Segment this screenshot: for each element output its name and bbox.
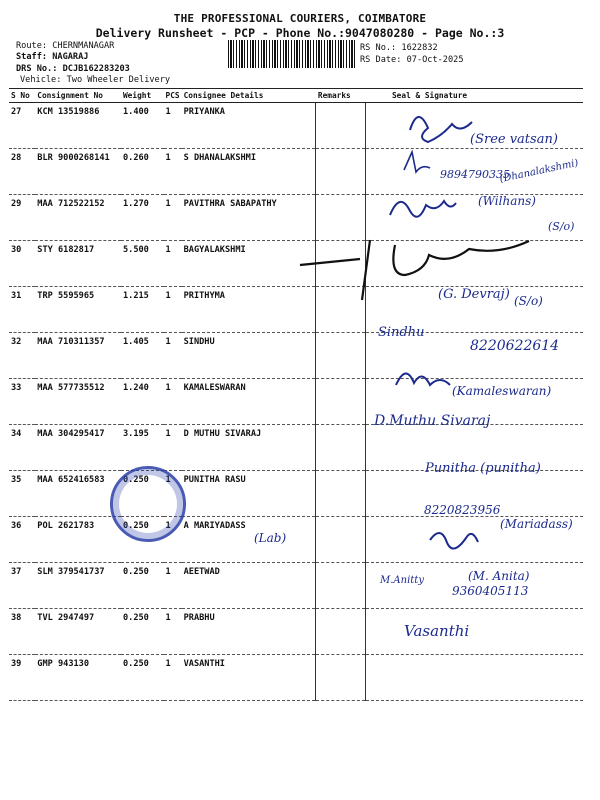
hw-r29b: (S/o): [548, 220, 575, 233]
col-sno: S No: [9, 89, 35, 103]
row-pcs: 1: [164, 149, 182, 195]
route-line: [16, 41, 114, 51]
row-weight: 0.260: [121, 149, 164, 195]
table-row: [9, 563, 583, 609]
hw-r31b: (S/o): [514, 294, 543, 308]
table-row: [9, 103, 583, 149]
row-remarks: [316, 655, 366, 701]
row-remarks: [316, 609, 366, 655]
row-consignment-no: MAA 712522152: [35, 195, 121, 241]
col-consignee: Consignee Details: [182, 89, 316, 103]
rs-date-value: 07-Oct-2025: [406, 55, 464, 65]
row-consignment-no: STY 6182817: [35, 241, 121, 287]
runsheet-table: [9, 88, 583, 701]
row-weight: 0.250: [121, 563, 164, 609]
row-weight: 0.250: [121, 517, 164, 563]
hw-r37: (Lab): [254, 531, 287, 545]
row-consignment-no: TRP 5595965: [35, 287, 121, 333]
route-label: Route:: [16, 41, 48, 51]
drs-value: DCJB162283203: [62, 64, 130, 74]
row-consignee: PRITHYMA: [182, 287, 316, 333]
row-weight: 0.250: [121, 609, 164, 655]
row-remarks: [316, 379, 366, 425]
row-consignee: PRABHU: [182, 609, 316, 655]
row-remarks: [316, 425, 366, 471]
row-consignee: VASANTHI: [182, 655, 316, 701]
row-weight: 1.400: [121, 103, 164, 149]
hw-r28-phone: 9894790335: [440, 168, 510, 181]
table-row: [9, 333, 583, 379]
row-weight: 1.215: [121, 287, 164, 333]
row-consignee: S DHANALAKSHMI: [182, 149, 316, 195]
table-row: [9, 609, 583, 655]
row-consignee: A MARIYADASS: [182, 517, 316, 563]
row-remarks: [316, 103, 366, 149]
row-weight: 3.195: [121, 425, 164, 471]
row-consignee: PUNITHA RASU: [182, 471, 316, 517]
row-signature: [366, 195, 583, 241]
row-consignment-no: KCM 13519886: [35, 103, 121, 149]
row-consignment-no: MAA 304295417: [35, 425, 121, 471]
row-sno: 32: [9, 333, 35, 379]
hw-r31: (G. Devraj): [438, 287, 510, 302]
row-consignee: PAVITHRA SABAPATHY: [182, 195, 316, 241]
row-sno: 35: [9, 471, 35, 517]
row-pcs: 1: [164, 379, 182, 425]
rs-no-value: 1622832: [401, 43, 438, 53]
row-pcs: 1: [164, 103, 182, 149]
row-remarks: [316, 287, 366, 333]
row-consignment-no: MAA 710311357: [35, 333, 121, 379]
row-pcs: 1: [164, 609, 182, 655]
row-sno: 27: [9, 103, 35, 149]
row-sno: 37: [9, 563, 35, 609]
row-consignee: KAMALESWARAN: [182, 379, 316, 425]
hw-r32a: Sindhu: [378, 325, 425, 340]
row-signature: [366, 517, 583, 563]
staff-line: [16, 52, 88, 62]
hw-r38b: (M. Anita): [468, 569, 530, 583]
table-row: [9, 655, 583, 701]
staff-label: Staff:: [16, 52, 48, 62]
row-weight: 0.250: [121, 471, 164, 517]
row-signature: [366, 333, 583, 379]
row-signature: [366, 609, 583, 655]
route-value: CHERNMANAGAR: [52, 41, 115, 51]
table-row: [9, 471, 583, 517]
col-signature: Seal & Signature: [366, 89, 583, 103]
row-signature: [366, 655, 583, 701]
row-sno: 30: [9, 241, 35, 287]
row-consignee: D MUTHU SIVARAJ: [182, 425, 316, 471]
row-consignment-no: MAA 577735512: [35, 379, 121, 425]
vehicle-line: [20, 75, 170, 85]
row-sno: 34: [9, 425, 35, 471]
row-remarks: [316, 195, 366, 241]
barcode: [228, 40, 356, 68]
staff-value: NAGARAJ: [52, 52, 89, 62]
row-sno: 29: [9, 195, 35, 241]
row-weight: 0.250: [121, 655, 164, 701]
runsheet-title: Delivery Runsheet - PCP - Phone No.:9047080280 - Page No.:3: [95, 26, 505, 40]
rs-no-line: [360, 43, 438, 53]
row-weight: 1.240: [121, 379, 164, 425]
row-pcs: 1: [164, 333, 182, 379]
row-remarks: [316, 149, 366, 195]
table-row: [9, 379, 583, 425]
row-pcs: 1: [164, 655, 182, 701]
hw-r35: Punitha (punitha): [425, 461, 541, 476]
company-name: THE PROFESSIONAL COURIERS, COIMBATORE: [173, 12, 427, 25]
row-signature: [366, 149, 583, 195]
rs-no-label: RS No.:: [360, 43, 397, 53]
table-body: [9, 103, 583, 701]
col-weight: Weight: [121, 89, 164, 103]
row-remarks: [316, 471, 366, 517]
row-signature: [366, 103, 583, 149]
row-remarks: [316, 241, 366, 287]
hw-r33: (Kamaleswaran): [452, 384, 552, 398]
col-pcs: PCS: [164, 89, 182, 103]
row-consignment-no: GMP 943130: [35, 655, 121, 701]
row-pcs: 1: [164, 195, 182, 241]
rs-date-line: [360, 55, 464, 65]
row-sno: 36: [9, 517, 35, 563]
row-pcs: 1: [164, 425, 182, 471]
row-consignee: SINDHU: [182, 333, 316, 379]
row-sno: 39: [9, 655, 35, 701]
row-signature: [366, 241, 583, 287]
row-pcs: 1: [164, 471, 182, 517]
row-consignment-no: SLM 379541737: [35, 563, 121, 609]
row-sno: 33: [9, 379, 35, 425]
row-consignment-no: MAA 652416583: [35, 471, 121, 517]
hw-r27: (Sree vatsan): [470, 132, 558, 147]
row-sno: 38: [9, 609, 35, 655]
row-consignment-no: POL 2621783: [35, 517, 121, 563]
row-consignment-no: BLR 9000268141: [35, 149, 121, 195]
table-header-row: [9, 89, 583, 103]
row-pcs: 1: [164, 563, 182, 609]
hw-r38c: 9360405113: [452, 584, 529, 598]
rs-date-label: RS Date:: [360, 55, 402, 65]
col-consignment: Consignment No: [35, 89, 121, 103]
row-signature: [366, 287, 583, 333]
row-weight: 1.405: [121, 333, 164, 379]
row-remarks: [316, 333, 366, 379]
hw-r36-phone: 8220823956: [424, 503, 501, 517]
row-pcs: 1: [164, 241, 182, 287]
hw-r32b: 8220622614: [470, 338, 560, 354]
hw-r28-name: (Dhanalakshmi): [498, 157, 580, 186]
row-sno: 31: [9, 287, 35, 333]
drs-line: [16, 64, 130, 74]
row-weight: 1.270: [121, 195, 164, 241]
row-signature: [366, 471, 583, 517]
hw-r34: D.Muthu Sivaraj: [374, 413, 491, 429]
hw-r38a: M.Anitty: [380, 575, 424, 586]
vehicle-label: Vehicle:: [20, 75, 62, 85]
row-consignee: PRIYANKA: [182, 103, 316, 149]
table-row: [9, 517, 583, 563]
table-row: [9, 149, 583, 195]
vehicle-value: Two Wheeler Delivery: [66, 75, 171, 85]
row-pcs: 1: [164, 517, 182, 563]
drs-label: DRS No.:: [16, 64, 58, 74]
row-sno: 28: [9, 149, 35, 195]
company-seal: [110, 466, 186, 542]
table-row: [9, 195, 583, 241]
row-signature: [366, 563, 583, 609]
row-pcs: 1: [164, 287, 182, 333]
table-row: [9, 425, 583, 471]
hw-r29: (Wilhans): [478, 194, 536, 208]
col-remarks: Remarks: [316, 89, 366, 103]
row-consignee: BAGYALAKSHMI: [182, 241, 316, 287]
table-row: [9, 241, 583, 287]
row-signature: [366, 425, 583, 471]
row-consignee: AEETWAD: [182, 563, 316, 609]
row-weight: 5.500: [121, 241, 164, 287]
hw-r39: Vasanthi: [404, 622, 470, 640]
table-row: [9, 287, 583, 333]
row-consignment-no: TVL 2947497: [35, 609, 121, 655]
row-signature: [366, 379, 583, 425]
row-remarks: [316, 517, 366, 563]
hw-r36-name: (Mariadass): [500, 517, 573, 531]
row-remarks: [316, 563, 366, 609]
